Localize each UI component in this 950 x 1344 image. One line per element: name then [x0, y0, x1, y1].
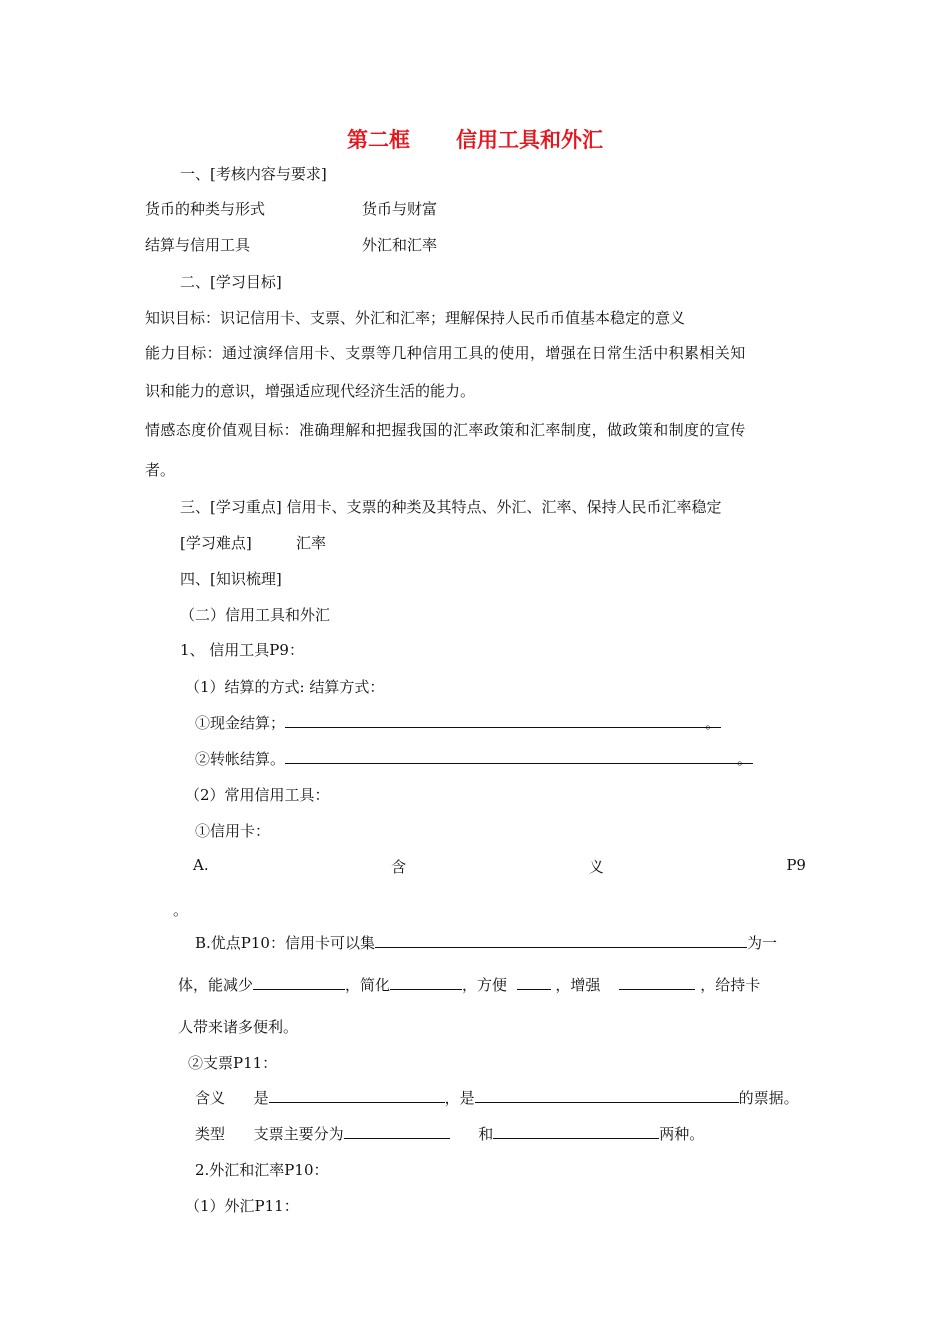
cheque-type-label: 类型 [195, 1125, 226, 1143]
exam-topic: 外汇和汇率 [362, 236, 438, 254]
item2-heading: 2.外汇和汇率P10： [195, 1161, 329, 1179]
cheque-meaning [195, 1088, 799, 1108]
cheque-text: ，是 [444, 1089, 475, 1107]
adv-text: ，方便 [462, 976, 508, 994]
settlement-heading: （1）结算的方式: 结算方式： [185, 678, 385, 696]
difficulty-value: 汇率 [296, 534, 327, 552]
credit-card-heading: ①信用卡： [195, 822, 271, 840]
card-advantage-line3: 人带来诸多便利。 [178, 1018, 299, 1036]
fill-blank[interactable] [344, 1124, 450, 1139]
exam-topic: 货币的种类与形式 [145, 200, 266, 218]
section2-heading: 二、[学习目标] [180, 273, 282, 291]
fill-blank[interactable] [390, 975, 462, 990]
fill-blank[interactable] [517, 975, 551, 990]
exam-topic: 结算与信用工具 [145, 236, 251, 254]
page-title [0, 124, 950, 154]
fill-blank[interactable] [285, 749, 737, 764]
cheque-text: 和 [478, 1125, 494, 1143]
card-meaning-line [193, 856, 806, 877]
subsection-heading: （二）信用工具和外汇 [180, 606, 331, 624]
key-points: 三、[学习重点] 信用卡、支票的种类及其特点、外汇、汇率、保持人民币汇率稳定 [180, 498, 722, 516]
transfer-settlement [195, 749, 753, 769]
difficulty-label: [学习难点] [180, 534, 252, 552]
forex-heading: （1）外汇P11： [185, 1197, 299, 1215]
blank-period: 。 [737, 750, 753, 768]
transfer-label: ②转帐结算。 [195, 750, 286, 768]
cheque-text: 是 [253, 1089, 269, 1107]
section4-heading: 四、[知识梳理] [180, 570, 282, 588]
cash-label: ①现金结算； [195, 714, 286, 732]
ability-goal-line1: 能力目标：通过演绎信用卡、支票等几种信用工具的使用，增强在日常生活中积累相关知 [145, 344, 746, 362]
meaning-period: 。 [173, 901, 189, 919]
card-advantage-line2 [178, 975, 760, 995]
cash-settlement [195, 713, 721, 733]
cheque-heading: ②支票P11： [188, 1054, 278, 1072]
cheque-text: 的票据。 [738, 1089, 799, 1107]
ability-goal-line2: 识和能力的意识，增强适应现代经济生活的能力。 [145, 382, 476, 400]
cheque-text: 支票主要分为 [253, 1125, 344, 1143]
adv-text: 体，能减少 [178, 976, 254, 994]
fill-blank[interactable] [493, 1124, 659, 1139]
cheque-types [195, 1124, 704, 1144]
meaning-label-a: A. [193, 856, 209, 874]
fill-blank[interactable] [253, 975, 345, 990]
title-part1: 第二框 [347, 127, 410, 152]
adv-text: ，给持卡 [700, 976, 761, 994]
meaning-page-ref: P9 [786, 856, 806, 874]
tools-heading: （2）常用信用工具： [185, 786, 330, 804]
emotion-goal-line2: 者。 [145, 461, 176, 479]
fill-blank[interactable] [619, 975, 695, 990]
item1-heading: 1、 信用工具P9： [180, 641, 304, 659]
advantage-line-end: 为一 [746, 934, 777, 952]
blank-period: 。 [705, 714, 721, 732]
emotion-goal-line1: 情感态度价值观目标：准确理解和把握我国的汇率政策和汇率制度，做政策和制度的宣传 [145, 421, 746, 439]
fill-blank[interactable] [285, 713, 705, 728]
fill-blank[interactable] [475, 1088, 739, 1103]
section1-heading: 一、[考核内容与要求] [180, 165, 327, 183]
meaning-label-han: 含 [391, 858, 407, 876]
exam-topic: 货币与财富 [362, 200, 438, 218]
knowledge-goal: 知识目标：识记信用卡、支票、外汇和汇率；理解保持人民币币值基本稳定的意义 [145, 309, 686, 327]
advantage-label: B.优点P10：信用卡可以集 [195, 934, 375, 952]
adv-text: ，简化 [345, 976, 391, 994]
adv-text: ，增强 [555, 976, 601, 994]
meaning-label-yi: 义 [588, 858, 604, 876]
cheque-text: 两种。 [659, 1125, 705, 1143]
card-advantage-line1 [195, 933, 777, 953]
cheque-meaning-label: 含义 [195, 1089, 226, 1107]
fill-blank[interactable] [375, 933, 747, 948]
fill-blank[interactable] [269, 1088, 445, 1103]
title-part2: 信用工具和外汇 [456, 127, 603, 152]
